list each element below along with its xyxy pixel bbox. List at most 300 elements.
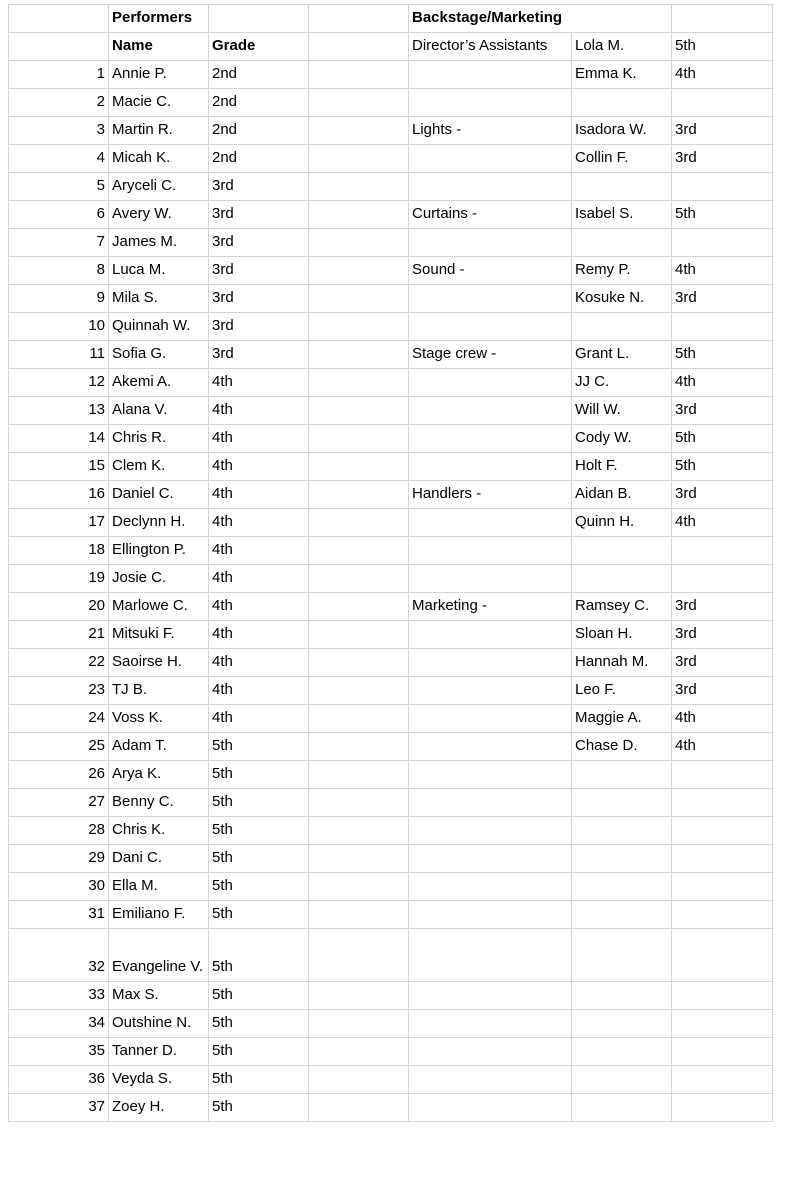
performer-grade-cell[interactable]: 2nd <box>209 117 309 145</box>
role-cell[interactable]: Marketing - <box>409 593 572 621</box>
cell[interactable] <box>309 369 409 397</box>
row-number-cell[interactable]: 20 <box>9 593 109 621</box>
member-name-cell[interactable]: Will W. <box>572 397 672 425</box>
table-row <box>9 369 773 397</box>
member-name-cell[interactable] <box>572 229 672 257</box>
member-name-cell[interactable]: Cody W. <box>572 425 672 453</box>
performer-name-cell[interactable]: Alana V. <box>109 397 209 425</box>
performer-name-cell[interactable]: Quinnah W. <box>109 313 209 341</box>
cell[interactable] <box>9 5 109 33</box>
member-grade-cell[interactable] <box>672 1094 773 1122</box>
cell[interactable] <box>309 509 409 537</box>
performer-name-cell[interactable]: Clem K. <box>109 453 209 481</box>
table-row <box>9 593 773 621</box>
table-row <box>9 982 773 1010</box>
role-cell[interactable] <box>409 677 572 705</box>
performer-name-cell[interactable]: Zoey H. <box>109 1094 209 1122</box>
member-name-cell[interactable]: Isadora W. <box>572 117 672 145</box>
performer-name-cell[interactable]: Voss K. <box>109 705 209 733</box>
performer-name-cell[interactable]: Benny C. <box>109 789 209 817</box>
cell[interactable] <box>309 565 409 593</box>
member-name-cell[interactable] <box>572 982 672 1010</box>
performer-grade-cell[interactable]: 3rd <box>209 201 309 229</box>
role-cell[interactable] <box>409 1066 572 1094</box>
cell[interactable] <box>309 733 409 761</box>
role-cell[interactable] <box>409 173 572 201</box>
performer-grade-cell[interactable]: 5th <box>209 929 309 982</box>
cell[interactable] <box>309 201 409 229</box>
table-row <box>9 761 773 789</box>
cell[interactable] <box>309 1010 409 1038</box>
cell[interactable] <box>309 341 409 369</box>
role-cell[interactable] <box>409 901 572 929</box>
performer-name-cell[interactable]: Martin R. <box>109 117 209 145</box>
cell[interactable] <box>309 789 409 817</box>
row-number-cell[interactable]: 27 <box>9 789 109 817</box>
performer-grade-cell[interactable]: 3rd <box>209 341 309 369</box>
role-cell[interactable] <box>409 733 572 761</box>
role-cell[interactable] <box>409 761 572 789</box>
performer-grade-cell[interactable]: 4th <box>209 537 309 565</box>
row-number-cell[interactable]: 10 <box>9 313 109 341</box>
role-cell[interactable] <box>409 982 572 1010</box>
cell[interactable] <box>309 117 409 145</box>
role-cell[interactable] <box>409 369 572 397</box>
row-number-cell[interactable]: 23 <box>9 677 109 705</box>
performer-name-cell[interactable]: Aryceli C. <box>109 173 209 201</box>
member-name-cell[interactable]: Hannah M. <box>572 649 672 677</box>
cell[interactable] <box>309 229 409 257</box>
row-number-cell[interactable]: 19 <box>9 565 109 593</box>
role-cell[interactable]: Lights - <box>409 117 572 145</box>
performer-grade-cell[interactable]: 4th <box>209 649 309 677</box>
row-number-cell[interactable]: 33 <box>9 982 109 1010</box>
performer-grade-cell[interactable]: 4th <box>209 705 309 733</box>
performer-name-cell[interactable]: Chris K. <box>109 817 209 845</box>
member-grade-cell[interactable]: 3rd <box>672 285 773 313</box>
member-grade-cell[interactable]: 4th <box>672 509 773 537</box>
member-name-cell[interactable] <box>572 1094 672 1122</box>
performer-name-cell[interactable]: Ellington P. <box>109 537 209 565</box>
performer-grade-cell[interactable]: 4th <box>209 509 309 537</box>
row-number-cell[interactable]: 3 <box>9 117 109 145</box>
performer-name-cell[interactable]: Adam T. <box>109 733 209 761</box>
member-grade-cell[interactable]: 5th <box>672 453 773 481</box>
row-number-cell[interactable]: 4 <box>9 145 109 173</box>
member-grade-cell[interactable]: 3rd <box>672 397 773 425</box>
role-cell[interactable] <box>409 397 572 425</box>
performer-name-cell[interactable]: Luca M. <box>109 257 209 285</box>
member-grade-cell[interactable]: 3rd <box>672 677 773 705</box>
row-number-cell[interactable]: 7 <box>9 229 109 257</box>
member-grade-cell[interactable]: 4th <box>672 61 773 89</box>
row-number-cell[interactable]: 17 <box>9 509 109 537</box>
header-row <box>9 5 773 33</box>
row-number-cell[interactable]: 37 <box>9 1094 109 1122</box>
table-row <box>9 873 773 901</box>
performer-name-cell[interactable]: James M. <box>109 229 209 257</box>
role-cell[interactable] <box>409 145 572 173</box>
cell[interactable] <box>309 537 409 565</box>
performer-name-cell[interactable]: Macie C. <box>109 89 209 117</box>
table-row <box>9 285 773 313</box>
performer-grade-cell[interactable]: 4th <box>209 621 309 649</box>
member-grade-cell[interactable]: 5th <box>672 341 773 369</box>
performers-heading[interactable]: Performers <box>109 5 209 33</box>
cell[interactable] <box>309 817 409 845</box>
member-name-cell[interactable]: Chase D. <box>572 733 672 761</box>
table-row <box>9 89 773 117</box>
subheader-row <box>9 33 773 61</box>
member-grade-cell[interactable] <box>672 1038 773 1066</box>
row-number-cell[interactable]: 16 <box>9 481 109 509</box>
performer-name-cell[interactable]: Evangeline V. <box>109 929 209 982</box>
performer-grade-cell[interactable]: 5th <box>209 845 309 873</box>
member-grade-cell[interactable] <box>672 537 773 565</box>
cell[interactable] <box>309 397 409 425</box>
member-name-cell[interactable]: JJ C. <box>572 369 672 397</box>
role-cell[interactable] <box>409 1010 572 1038</box>
member-grade-cell[interactable]: 3rd <box>672 649 773 677</box>
member-name-cell[interactable] <box>572 929 672 982</box>
cell[interactable] <box>9 33 109 61</box>
member-name-cell[interactable] <box>572 313 672 341</box>
name-column-header[interactable]: Name <box>109 33 209 61</box>
table-row <box>9 173 773 201</box>
row-number-cell[interactable]: 2 <box>9 89 109 117</box>
member-name-cell[interactable]: Leo F. <box>572 677 672 705</box>
role-cell[interactable] <box>409 873 572 901</box>
table-row <box>9 397 773 425</box>
performer-name-cell[interactable]: Max S. <box>109 982 209 1010</box>
role-cell[interactable] <box>409 1094 572 1122</box>
cell[interactable] <box>309 1038 409 1066</box>
role-cell[interactable]: Handlers - <box>409 481 572 509</box>
performer-grade-cell[interactable]: 4th <box>209 453 309 481</box>
performer-name-cell[interactable]: Daniel C. <box>109 481 209 509</box>
row-number-cell[interactable]: 13 <box>9 397 109 425</box>
role-cell[interactable] <box>409 425 572 453</box>
role-cell[interactable] <box>409 509 572 537</box>
table-row <box>9 705 773 733</box>
performer-grade-cell[interactable]: 2nd <box>209 89 309 117</box>
row-number-cell[interactable]: 32 <box>9 929 109 982</box>
member-grade-cell[interactable] <box>672 1010 773 1038</box>
performer-grade-cell[interactable]: 4th <box>209 677 309 705</box>
backstage-heading[interactable]: Backstage/Marketing <box>409 5 672 33</box>
member-name-cell[interactable] <box>572 537 672 565</box>
cell[interactable] <box>309 1094 409 1122</box>
member-name-cell[interactable]: Collin F. <box>572 145 672 173</box>
row-number-cell[interactable]: 28 <box>9 817 109 845</box>
table-row <box>9 509 773 537</box>
performer-name-cell[interactable]: Outshine N. <box>109 1010 209 1038</box>
performer-grade-cell[interactable]: 5th <box>209 901 309 929</box>
role-cell[interactable] <box>409 229 572 257</box>
member-name-cell[interactable]: Kosuke N. <box>572 285 672 313</box>
performer-grade-cell[interactable]: 2nd <box>209 61 309 89</box>
member-grade-cell[interactable] <box>672 229 773 257</box>
performer-grade-cell[interactable]: 4th <box>209 397 309 425</box>
member-grade-cell[interactable]: 3rd <box>672 117 773 145</box>
performer-name-cell[interactable]: Sofia G. <box>109 341 209 369</box>
cell[interactable] <box>309 145 409 173</box>
role-cell[interactable] <box>409 89 572 117</box>
member-name-cell[interactable] <box>572 845 672 873</box>
row-number-cell[interactable]: 8 <box>9 257 109 285</box>
member-grade-cell[interactable]: 4th <box>672 733 773 761</box>
cell[interactable] <box>309 649 409 677</box>
performer-grade-cell[interactable]: 5th <box>209 733 309 761</box>
row-number-cell[interactable]: 18 <box>9 537 109 565</box>
cell[interactable] <box>309 481 409 509</box>
member-grade-cell[interactable] <box>672 929 773 982</box>
member-grade-cell[interactable] <box>672 901 773 929</box>
cell[interactable] <box>309 313 409 341</box>
cell[interactable] <box>309 285 409 313</box>
member-name-cell[interactable] <box>572 789 672 817</box>
performer-grade-cell[interactable]: 5th <box>209 1094 309 1122</box>
role-cell[interactable] <box>409 313 572 341</box>
table-row <box>9 1066 773 1094</box>
member-name-cell[interactable] <box>572 565 672 593</box>
cell[interactable] <box>309 845 409 873</box>
table-row <box>9 929 773 982</box>
performer-name-cell[interactable]: Micah K. <box>109 145 209 173</box>
row-number-cell[interactable]: 14 <box>9 425 109 453</box>
cell[interactable] <box>309 621 409 649</box>
role-cell[interactable] <box>409 61 572 89</box>
performer-name-cell[interactable]: Dani C. <box>109 845 209 873</box>
performer-grade-cell[interactable]: 5th <box>209 761 309 789</box>
table-row <box>9 845 773 873</box>
row-number-cell[interactable]: 30 <box>9 873 109 901</box>
table-row <box>9 229 773 257</box>
member-name-cell[interactable]: Ramsey C. <box>572 593 672 621</box>
role-cell[interactable] <box>409 705 572 733</box>
cell[interactable] <box>309 89 409 117</box>
cell[interactable] <box>309 257 409 285</box>
member-grade-cell[interactable] <box>672 845 773 873</box>
performer-name-cell[interactable]: Saoirse H. <box>109 649 209 677</box>
table-row <box>9 481 773 509</box>
performer-name-cell[interactable]: Emiliano F. <box>109 901 209 929</box>
member-grade-cell[interactable] <box>672 789 773 817</box>
performer-grade-cell[interactable]: 5th <box>209 1038 309 1066</box>
member-grade-cell[interactable] <box>672 89 773 117</box>
member-grade-cell[interactable]: 3rd <box>672 145 773 173</box>
member-name-cell[interactable] <box>572 761 672 789</box>
performer-grade-cell[interactable]: 5th <box>209 1066 309 1094</box>
performer-grade-cell[interactable]: 4th <box>209 425 309 453</box>
member-grade-cell[interactable] <box>672 982 773 1010</box>
member-grade-cell[interactable]: 4th <box>672 369 773 397</box>
performer-grade-cell[interactable]: 5th <box>209 1010 309 1038</box>
member-name-cell[interactable]: Emma K. <box>572 61 672 89</box>
member-name-cell[interactable] <box>572 89 672 117</box>
row-number-cell[interactable]: 11 <box>9 341 109 369</box>
performer-grade-cell[interactable]: 3rd <box>209 257 309 285</box>
member-grade-cell[interactable] <box>672 873 773 901</box>
row-number-cell[interactable]: 12 <box>9 369 109 397</box>
member-grade-cell[interactable]: 3rd <box>672 621 773 649</box>
row-number-cell[interactable]: 6 <box>9 201 109 229</box>
performer-name-cell[interactable]: Annie P. <box>109 61 209 89</box>
performer-name-cell[interactable]: Veyda S. <box>109 1066 209 1094</box>
table-row <box>9 1094 773 1122</box>
cell[interactable] <box>309 5 409 33</box>
row-number-cell[interactable]: 34 <box>9 1010 109 1038</box>
row-number-cell[interactable]: 24 <box>9 705 109 733</box>
member-grade-cell[interactable] <box>672 817 773 845</box>
table-row <box>9 117 773 145</box>
member-name-cell[interactable] <box>572 173 672 201</box>
member-name-cell[interactable] <box>572 817 672 845</box>
grade-column-header[interactable]: Grade <box>209 33 309 61</box>
performer-grade-cell[interactable]: 4th <box>209 593 309 621</box>
role-cell[interactable] <box>409 453 572 481</box>
member-grade-cell[interactable]: 5th <box>672 201 773 229</box>
member-grade-cell[interactable] <box>672 565 773 593</box>
member-name-cell[interactable]: Grant L. <box>572 341 672 369</box>
member-name-cell[interactable] <box>572 1066 672 1094</box>
member-name-cell[interactable] <box>572 901 672 929</box>
performer-name-cell[interactable]: Declynn H. <box>109 509 209 537</box>
role-cell[interactable] <box>409 285 572 313</box>
role-cell[interactable]: Stage crew - <box>409 341 572 369</box>
row-number-cell[interactable]: 9 <box>9 285 109 313</box>
cell[interactable] <box>309 593 409 621</box>
table-row <box>9 201 773 229</box>
role-cell[interactable] <box>409 817 572 845</box>
member-name-cell[interactable] <box>572 1038 672 1066</box>
role-cell[interactable] <box>409 845 572 873</box>
cell[interactable] <box>309 1066 409 1094</box>
member-grade-cell[interactable]: 4th <box>672 705 773 733</box>
performer-grade-cell[interactable]: 4th <box>209 369 309 397</box>
cell[interactable] <box>309 705 409 733</box>
role-cell[interactable] <box>409 789 572 817</box>
member-name-cell[interactable]: Holt F. <box>572 453 672 481</box>
member-grade-cell[interactable]: 5th <box>672 425 773 453</box>
table-row <box>9 565 773 593</box>
member-name-cell[interactable]: Maggie A. <box>572 705 672 733</box>
member-name-cell[interactable] <box>572 1010 672 1038</box>
role-cell[interactable]: Sound - <box>409 257 572 285</box>
table-row <box>9 621 773 649</box>
member-grade-cell[interactable]: 3rd <box>672 593 773 621</box>
performer-grade-cell[interactable]: 3rd <box>209 313 309 341</box>
member-grade-cell[interactable] <box>672 761 773 789</box>
row-number-cell[interactable]: 5 <box>9 173 109 201</box>
performer-name-cell[interactable]: Ella M. <box>109 873 209 901</box>
cell[interactable] <box>309 873 409 901</box>
performer-grade-cell[interactable]: 2nd <box>209 145 309 173</box>
performer-name-cell[interactable]: Tanner D. <box>109 1038 209 1066</box>
member-name-cell[interactable]: Remy P. <box>572 257 672 285</box>
role-cell[interactable]: Director’s Assistants <box>409 33 572 61</box>
performer-name-cell[interactable]: Chris R. <box>109 425 209 453</box>
row-number-cell[interactable]: 26 <box>9 761 109 789</box>
row-number-cell[interactable]: 35 <box>9 1038 109 1066</box>
cell[interactable] <box>309 33 409 61</box>
performer-grade-cell[interactable]: 3rd <box>209 229 309 257</box>
performer-grade-cell[interactable]: 5th <box>209 789 309 817</box>
cell[interactable] <box>309 982 409 1010</box>
row-number-cell[interactable]: 31 <box>9 901 109 929</box>
role-cell[interactable] <box>409 537 572 565</box>
performer-grade-cell[interactable]: 5th <box>209 817 309 845</box>
roster-sheet <box>8 4 773 1122</box>
cell[interactable] <box>309 677 409 705</box>
table-row <box>9 1010 773 1038</box>
performer-name-cell[interactable]: Mitsuki F. <box>109 621 209 649</box>
cell[interactable] <box>309 761 409 789</box>
performer-name-cell[interactable]: Marlowe C. <box>109 593 209 621</box>
member-grade-cell[interactable] <box>672 313 773 341</box>
performer-name-cell[interactable]: Mila S. <box>109 285 209 313</box>
member-grade-cell[interactable] <box>672 1066 773 1094</box>
role-cell[interactable] <box>409 1038 572 1066</box>
performer-grade-cell[interactable]: 4th <box>209 565 309 593</box>
member-name-cell[interactable]: Sloan H. <box>572 621 672 649</box>
cell[interactable] <box>672 5 773 33</box>
performer-grade-cell[interactable]: 4th <box>209 481 309 509</box>
table-row <box>9 61 773 89</box>
member-name-cell[interactable]: Aidan B. <box>572 481 672 509</box>
member-grade-cell[interactable]: 3rd <box>672 481 773 509</box>
member-name-cell[interactable] <box>572 873 672 901</box>
table-row <box>9 901 773 929</box>
role-cell[interactable] <box>409 565 572 593</box>
cell[interactable] <box>309 173 409 201</box>
cell[interactable] <box>309 901 409 929</box>
performer-grade-cell[interactable]: 3rd <box>209 285 309 313</box>
performer-name-cell[interactable]: Josie C. <box>109 565 209 593</box>
cell[interactable] <box>309 453 409 481</box>
row-number-cell[interactable]: 36 <box>9 1066 109 1094</box>
cell[interactable] <box>309 61 409 89</box>
member-name-cell[interactable]: Quinn H. <box>572 509 672 537</box>
role-cell[interactable] <box>409 649 572 677</box>
performer-name-cell[interactable]: Akemi A. <box>109 369 209 397</box>
member-grade-cell[interactable]: 5th <box>672 33 773 61</box>
member-name-cell[interactable]: Lola M. <box>572 33 672 61</box>
performer-grade-cell[interactable]: 5th <box>209 982 309 1010</box>
performer-grade-cell[interactable]: 5th <box>209 873 309 901</box>
row-number-cell[interactable]: 21 <box>9 621 109 649</box>
role-cell[interactable]: Curtains - <box>409 201 572 229</box>
performer-name-cell[interactable]: TJ B. <box>109 677 209 705</box>
cell[interactable] <box>309 929 409 982</box>
row-number-cell[interactable]: 29 <box>9 845 109 873</box>
row-number-cell[interactable]: 1 <box>9 61 109 89</box>
row-number-cell[interactable]: 22 <box>9 649 109 677</box>
table-row <box>9 313 773 341</box>
row-number-cell[interactable]: 25 <box>9 733 109 761</box>
performer-name-cell[interactable]: Avery W. <box>109 201 209 229</box>
role-cell[interactable] <box>409 621 572 649</box>
performer-name-cell[interactable]: Arya K. <box>109 761 209 789</box>
row-number-cell[interactable]: 15 <box>9 453 109 481</box>
cell[interactable] <box>309 425 409 453</box>
member-grade-cell[interactable]: 4th <box>672 257 773 285</box>
member-grade-cell[interactable] <box>672 173 773 201</box>
member-name-cell[interactable]: Isabel S. <box>572 201 672 229</box>
role-cell[interactable] <box>409 929 572 982</box>
cell[interactable] <box>209 5 309 33</box>
performer-grade-cell[interactable]: 3rd <box>209 173 309 201</box>
